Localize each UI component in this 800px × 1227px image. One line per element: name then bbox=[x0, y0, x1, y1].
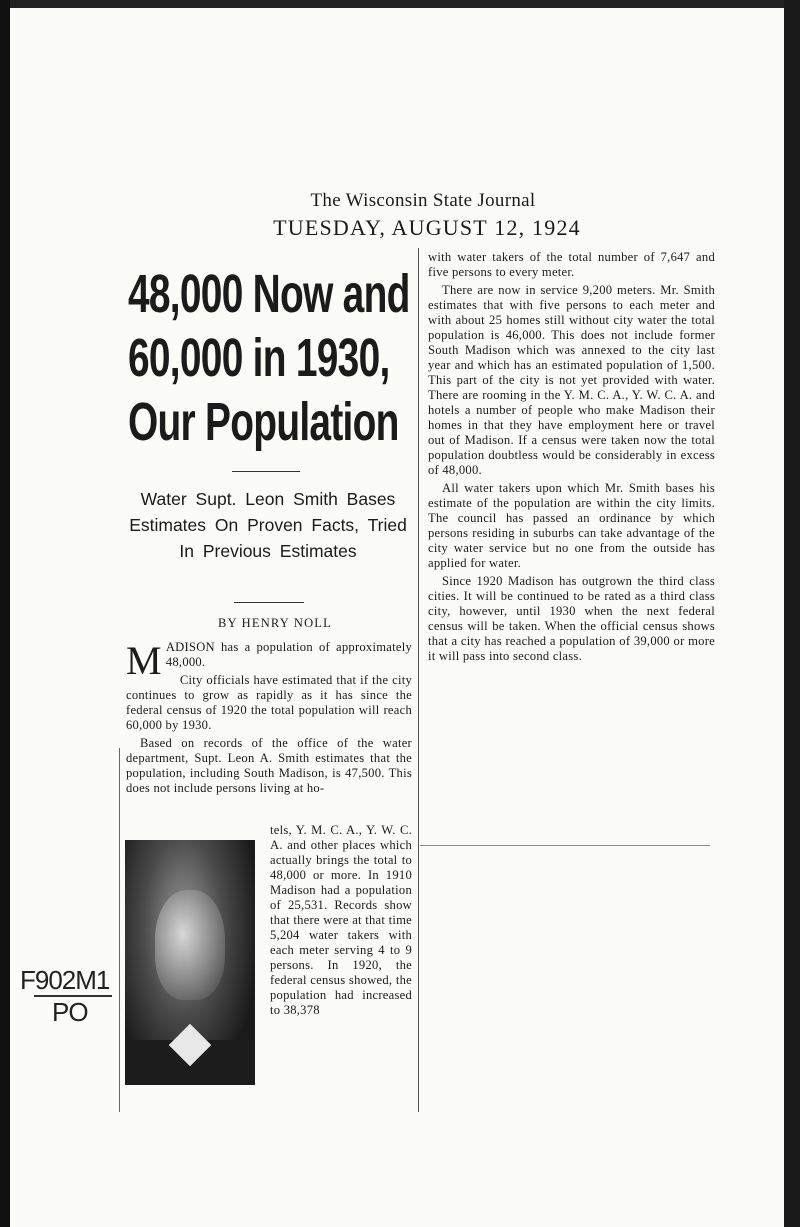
headline-line-1: 48,000 Now and bbox=[128, 264, 410, 324]
headline-line-3: Our Population bbox=[128, 392, 399, 452]
paragraph-5: There are now in service 9,200 meters. Mr. Smith estimates that with five persons to each meter and with about 25 homes still without city water the total population is 46,000. This does not include former South Madison which was annexed to the city last year and which has an estimated population of 1,500. This part of the city is not yet provided with water. There are rooming in the Y. M. C. A., Y. W. C. A. and hotels a number of people who make Madison their homes in that they have employment here or travel out of Madison. If a census were taken now the total population doubtless would be considerably in excess of 48,000. bbox=[428, 283, 715, 477]
paragraph-3: Based on records of the office of the water department, Supt. Leon A. Smith estimates that the population, including South Madison, is 47,500. This does not include persons living at ho- bbox=[126, 736, 412, 795]
publication-date: TUESDAY, AUGUST 12, 1924 bbox=[273, 215, 581, 240]
column-divider-left bbox=[119, 748, 120, 1112]
article-column-wrap bbox=[270, 823, 412, 1021]
subheadline: Water Supt. Leon Smith Bases Estimates On Proven Facts, Tried In Previous Estimates bbox=[129, 489, 407, 561]
drop-cap: M bbox=[126, 638, 162, 683]
scan-edge-left bbox=[0, 0, 10, 1227]
handwritten-annotation bbox=[20, 965, 130, 1027]
paragraph-6: All water takers upon which Mr. Smith bases his estimate of the population are within the city limits. The council has passed an ordinance by which persons residing in suburbs can take advantage of the city water service but no one from the outside has applied for water. bbox=[428, 481, 715, 570]
article-column-left bbox=[126, 640, 412, 799]
paragraph-4: with water takers of the total number of 7,647 and five persons to every meter. bbox=[428, 250, 715, 279]
headline-line-2: 60,000 in 1930, bbox=[128, 328, 390, 388]
portrait-photo bbox=[125, 840, 255, 1085]
byline: BY HENRY NOLL bbox=[218, 616, 332, 630]
newspaper-name: The Wisconsin State Journal bbox=[310, 190, 536, 211]
paragraph-7: Since 1920 Madison has outgrown the third class cities. It will be continued to be rated as a third class city, however, until 1930 when the next federal census will be taken. When the official census shows that a city has reached a population of 39,000 or more it will pass into second class. bbox=[428, 574, 715, 663]
scan-edge-right bbox=[784, 0, 800, 1227]
headline-rule bbox=[232, 471, 300, 472]
paragraph-2: City officials have estimated that if the city continues to grow as rapidly as it has since the federal census of 1920 the total population will reach 60,000 by 1930. bbox=[126, 673, 412, 732]
scan-edge-top bbox=[0, 0, 800, 8]
paragraph-3-continued: tels, Y. M. C. A., Y. W. C. A. and other places which actually brings the total to 48,000 or more. In 1910 Madison had a population of 25,531. Records show that there were at that time 5,204 water takers with each meter serving 4 to 9 persons. In 1920, the federal census showed, the population had increased to 38,378 bbox=[270, 823, 412, 1017]
headline bbox=[128, 262, 410, 454]
column-divider bbox=[418, 248, 419, 1112]
deck-rule bbox=[234, 602, 304, 603]
annotation-line-1: F902M1 bbox=[20, 965, 110, 995]
paragraph-1: MADISON has a population of approximately 48,000. bbox=[126, 638, 412, 683]
end-rule bbox=[420, 845, 710, 846]
article-column-right bbox=[428, 250, 715, 667]
annotation-line-2: PO bbox=[34, 995, 112, 1027]
